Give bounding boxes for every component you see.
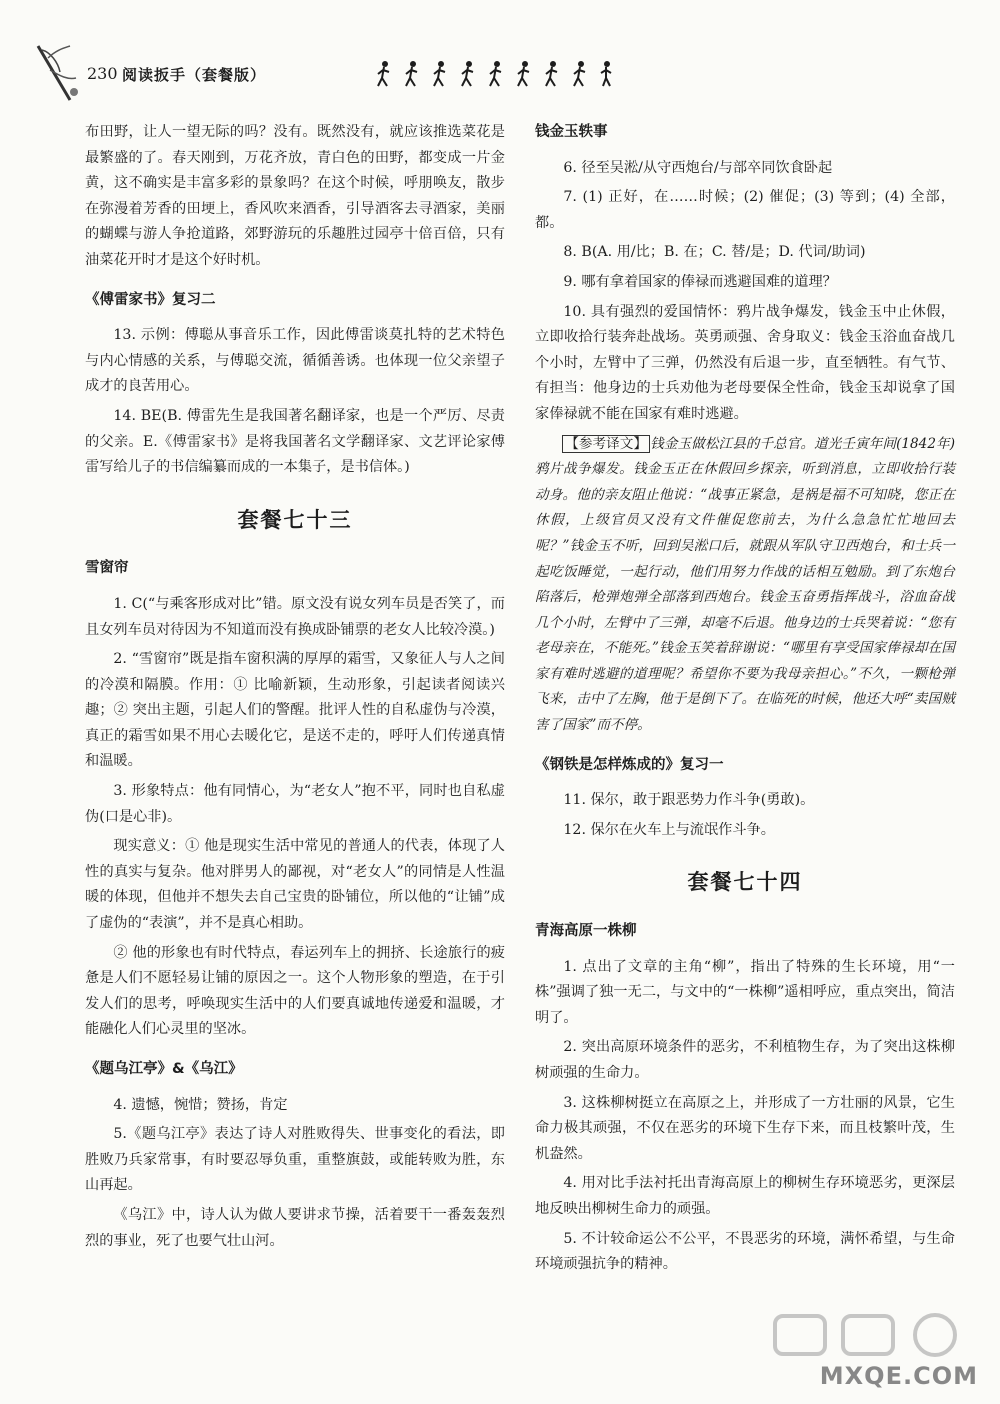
answer-4: 4. 遗憾，惋惜；赞扬，肯定 <box>113 1096 288 1113</box>
answer-circle-logo-icon <box>765 1310 985 1360</box>
set-heading-73: 套餐七十三 <box>237 506 353 532</box>
answer-w1: 1. 点出了文章的主角“柳”，指出了特殊的生长环境，用“一株”强调了独一无二，与文中的“一株柳”遥相呼应，重点突出，简洁明了。 <box>535 958 955 1026</box>
section-title-wujiang: 《题乌江亭》&《乌江》 <box>85 1061 243 1077</box>
section-title-snow-curtain: 雪窗帘 <box>85 560 129 577</box>
series-title: 阅读扳手（套餐版） <box>122 66 267 84</box>
answer-9: 9. 哪有拿着国家的俸禄而逃避国难的道理？ <box>563 273 837 290</box>
answer-12: 12. 保尔在火车上与流氓作斗争。 <box>563 821 775 838</box>
section-title-qian-jinyu: 钱金玉轶事 <box>535 124 608 140</box>
page-header <box>30 40 980 110</box>
page-number: 230 <box>87 64 118 83</box>
answer-w4: 4. 用对比手法衬托出青海高原上的柳树生存环境恶劣，更深层地反映出柳树生命力的顽强。 <box>535 1175 955 1217</box>
answer-3-significance: 现实意义：① 他是现实生活中常见的普通人的代表，体现了人性的真实与复杂。他对胖男人的鄙视，对“老女人”的同情是人性温暖的体现，但他并不想失去自己宝贵的卧铺位，所以他的“让铺”成了虚伪的“表演”，并不是真心相助。 <box>85 838 505 932</box>
answer-7: 7. (1) 正好，在……时候；(2) 催促；(3) 等到；(4) 全部，都。 <box>535 189 955 231</box>
answer-10: 10. 具有强烈的爱国情怀：鸦片战争爆发，钱金玉中止休假，立即收拾行装奔赴战场。英勇顽强、舍身取义：钱金玉浴血奋战几个小时，左臂中了三弹，仍然没有后退一步，直至牺牲。有气节、有担当：他身边的士兵劝他为老母要保全性命，钱金玉却说拿了国家俸禄就不能在国家有难时逃避。 <box>535 303 955 422</box>
answer-w5: 5. 不计较命运公不公平，不畏恶劣的环境，满怀希望，与生命环境顽强抗争的精神。 <box>535 1230 955 1273</box>
answer-2: 2. “雪窗帘”既是指车窗积满的厚厚的霜雪，又象征人与人之间的冷漠和隔膜。作用：① 比喻新颖，生动形象，引起读者阅读兴趣；② 突出主题，引起人们的警醒。批评人性的自私虚伪与冷漠，真正的霜雪如果不用心去暖化它，是送不走的，呼吁人们传递真情和温暖。 <box>85 651 505 770</box>
answer-1: 1. C(“与乘客形成对比”错。原文没有说女列车员是否笑了，而且女列车员对待因为不知道而没有换成卧铺票的老女人比较冷漠。) <box>85 595 505 638</box>
translation-tag: 【参考译文】 <box>562 435 650 453</box>
watermark-url: MXQE.COM <box>819 1362 978 1390</box>
answer-5-wujiang: 《乌江》中，诗人认为做人要讲求节操，活着要干一番轰轰烈烈的事业，死了也要气壮山河。 <box>85 1206 505 1249</box>
answer-3-era: ② 他的形象也有时代特点，春运列车上的拥挤、长途旅行的疲惫是人们不愿轻易让铺的原因之一。这个人物形象的塑造，在于引发人们的思考，呼唤现实生活中的人们要真诚地传递爱和温暖，才能融化人们心灵里的坚冰。 <box>85 944 505 1038</box>
answer-w3: 3. 这株柳树挺立在高原之上，并形成了一方壮丽的风景，它生命力极其顽强，不仅在恶劣的环境下生存下来，而且枝繁叶茂，生机盎然。 <box>535 1094 955 1162</box>
right-column <box>535 120 955 1282</box>
answer-14: 14. BE(B. 傅雷先生是我国著名翻译家，也是一个严厉、尽责的父亲。E.《傅雷家书》是将我国著名文学翻译家、文艺评论家傅雷写给儿子的书信编纂而成的一本集子，是书信体。) <box>85 407 505 476</box>
section-title-willow: 青海高原一株柳 <box>535 923 637 940</box>
running-figures-icon <box>375 58 625 90</box>
answer-w2: 2. 突出高原环境条件的恶劣，不利植物生存，为了突出这株柳树顽强的生命力。 <box>535 1039 955 1081</box>
set-heading-74: 套餐七十四 <box>687 869 803 895</box>
answer-6: 6. 径至吴淞/从守西炮台/与部卒同饮食卧起 <box>563 159 833 176</box>
section-title-steel: 《钢铁是怎样炼成的》复习一 <box>535 756 724 773</box>
answer-5: 5.《题乌江亭》表达了诗人对胜败得失、世事变化的看法，即胜败乃兵家常事，有时要忍辱负重，重整旗鼓，或能转败为胜，东山再起。 <box>85 1126 505 1194</box>
translation-body: 钱金玉做松江县的千总官。道光壬寅年间(1842年)鸦片战争爆发。钱金玉正在休假回乡探亲，听到消息，立即收拾行装动身。他的亲友阻止他说：“战事正紧急，是祸是福不可知晓，您正在休假，上级官员又没有文件催促您前去，为什么急急忙忙地回去呢？”钱金玉不听，回到吴淞口后，就跟从军队守卫西炮台，和士兵一起吃饭睡觉，一起行动，他们用努力作战的话相互勉励。到了东炮台陷落后，枪弹炮弹全部落到西炮台。钱金玉奋勇指挥战斗，浴血奋战几个小时，左臂中了三弹，却毫不后退。他身边的士兵哭着说：“您有老母亲在，不能死。”钱金玉笑着辞谢说：“哪里有享受国家俸禄却在国家有难时逃避的道理呢？希望你不要为我母亲担心。”不久，一颗枪弹飞来，击中了左胸，他于是倒下了。在临死的时候，他还大呼“卖国贼害了国家”而不停。 <box>535 435 956 734</box>
answer-8: 8. B(A. 用/比；B. 在；C. 替/是；D. 代词/助词) <box>563 244 866 261</box>
left-column <box>85 120 505 1258</box>
section-title-fulei-review: 《傅雷家书》复习二 <box>85 291 216 308</box>
answer-3: 3. 形象特点：他有同情心，为“老女人”抱不平，同时也自私虚伪(口是心非)。 <box>85 783 505 825</box>
intro-paragraph: 布田野，让人一望无际的吗？没有。既然没有，就应该推选菜花是最繁盛的了。春天刚到，万花齐放，青白色的田野，都变成一片金黄，这不确实是丰富多彩的景象吗？在这个时候，呼朋唤友，散步在弥漫着芳香的田埂上，香风吹来酒香，引导酒客去寻酒家，美丽的蝴蝶与游人争抢道路，郊野游玩的乐趣胜过园亭十倍百倍，只有油菜花开时才是这个好时机。 <box>85 124 505 268</box>
answer-11: 11. 保尔，敢于跟恶势力作斗争(勇敢)。 <box>563 792 815 809</box>
answer-13: 13. 示例：傅聪从事音乐工作，因此傅雷谈莫扎特的艺术特色与内心情感的关系，与傅聪交流，循循善诱。也体现一位父亲望子成才的良苦用心。 <box>85 327 505 395</box>
reference-translation <box>535 432 955 739</box>
